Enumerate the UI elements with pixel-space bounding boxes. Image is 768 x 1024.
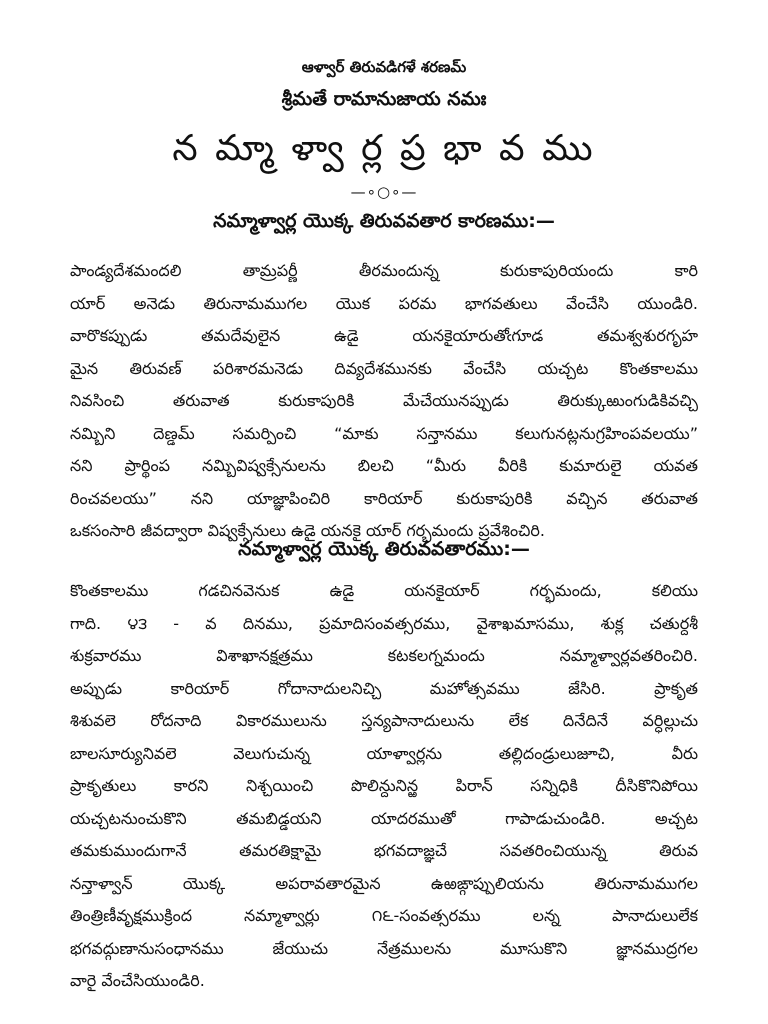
paragraph-line: యచ్చటనుంచుకొని తమబిడ్డయని యాదరముతో గాపాడుచుండిరి. అచ్చట (70, 808, 698, 828)
ornament-divider: —∘○∘— (350, 183, 418, 201)
paragraph-line: అప్పుడు కారియార్ గోదానాదులనిచ్చి మహోత్సవము జేసిరి. ప్రాకృత (70, 678, 698, 698)
paragraph-incarnation-cause (70, 255, 698, 548)
paragraph-line: శుక్రవారము విశాఖానక్షత్రము కటకలగ్నమందు నమ్మాళ్వార్లవతరించిరి. (70, 646, 698, 665)
paragraph-line: మైన తిరువణ్ పరిశారమనెడు దివ్యదేశమునకు వేంచేసి యచ్చట కొంతకాలము (70, 358, 698, 378)
paragraph-line: వారై వేంచేసియుండిరి. (70, 971, 205, 990)
section-heading-incarnation: నమ్మాళ్వార్ల యొక్క తిరువవతారము:— (238, 538, 530, 560)
paragraph-line: ఒకసంసారి జీవద్వారా విష్వక్సేనులు ఉడై యనకై యార్ గర్భమందు ప్రవేశించిరి. (70, 521, 545, 540)
paragraph-line: యార్ అనెడు తిరునామముగల యొక పరమ భాగవతులు వేంచేసి యుండిరి. (70, 293, 698, 313)
paragraph-line: నమ్బిని దెణ్డమ్ సమర్పించి “మాకు సన్తానము కలుగునట్లనుగ్రహింపవలయు” (70, 423, 698, 443)
paragraph-line: నన్తాళ్వాన్ యొక్క అపరావతారమైన ఉఱఙ్గాప్పులియను తిరునామముగల (70, 873, 698, 893)
paragraph-line: కొంతకాలము గడచినవెనుక ఉడై యనకైయార్ గర్భమందు, కలియు (70, 581, 698, 600)
section-heading-incarnation-cause: నమ్మాళ్వార్ల యొక్క తిరువవతార కారణము:— (213, 210, 555, 232)
paragraph-line: నని ప్రార్థింప నమ్బివిష్వక్సేనులను బిలచి “మీరు వీరికి కుమారులై యవత (70, 456, 698, 475)
invocation-line: ఆళ్వార్ తిరువడిగళే శరణమ్ (301, 58, 467, 76)
paragraph-line: శిశువలె రోదనాది వికారములును స్తన్యపానాదులును లేక దినేదినే వర్ధిల్లుచు (70, 711, 698, 730)
page-title: న మ్మా ళ్వా ర్ల ప్ర భా వ ము (172, 128, 596, 169)
paragraph-line: వారొకప్పుడు తమదేవులైన ఉడై యనకైయారుతోఁగూడ తమశ్వశురగృహ (70, 326, 698, 345)
paragraph-line: నివసించి తరువాత కురుకాపురికి మేచేయునప్పుడు తిరుక్కుఱుంగుడికివచ్చి (70, 391, 698, 410)
paragraph-line: రించవలయు” నని యాజ్ఞాపించిరి కారియార్ కురుకాపురికి వచ్చిన తరువాత (70, 488, 698, 508)
paragraph-line: బాలసూర్యునివలె వెలుగుచున్న యాళ్వార్లను తల్లిదండ్రులుజూచి, వీరు (70, 743, 698, 763)
paragraph-line: భగవద్గుణానుసంధానము జేయుచు నేత్రములను మూసుకొని జ్ఞానముద్రగల (70, 938, 698, 958)
salutation-line: శ్రీమతే రామానుజాయ నమః (281, 88, 487, 110)
paragraph-incarnation (70, 575, 698, 998)
paragraph-line: తమకుముందుగానే తమరతిక్షామై భగవదాజ్ఞచే సవతరించియున్న తిరువ (70, 841, 698, 860)
paragraph-line: గాది. ౪౩ - వ దినము, ప్రమాదిసంవత్సరము, వైశాఖమాసము, శుక్ల చతుర్దశీ (70, 613, 698, 633)
paragraph-line: ప్రాకృతులు కారని నిశ్చయించి పొలిన్దునిన్ఱ పిరాన్ సన్నిధికి దీసికొనిపోయి (70, 776, 698, 795)
paragraph-line: పాండ్యదేశమందలి తామ్రపర్ణీ తీరమందున్న కురుకాపురియందు కారి (70, 261, 698, 280)
paragraph-line: తింత్రిణీవృక్షముక్రింద నమ్మాళ్వార్లు ౧౬-సంవత్సరము లన్న పానాదులులేక (70, 906, 698, 925)
